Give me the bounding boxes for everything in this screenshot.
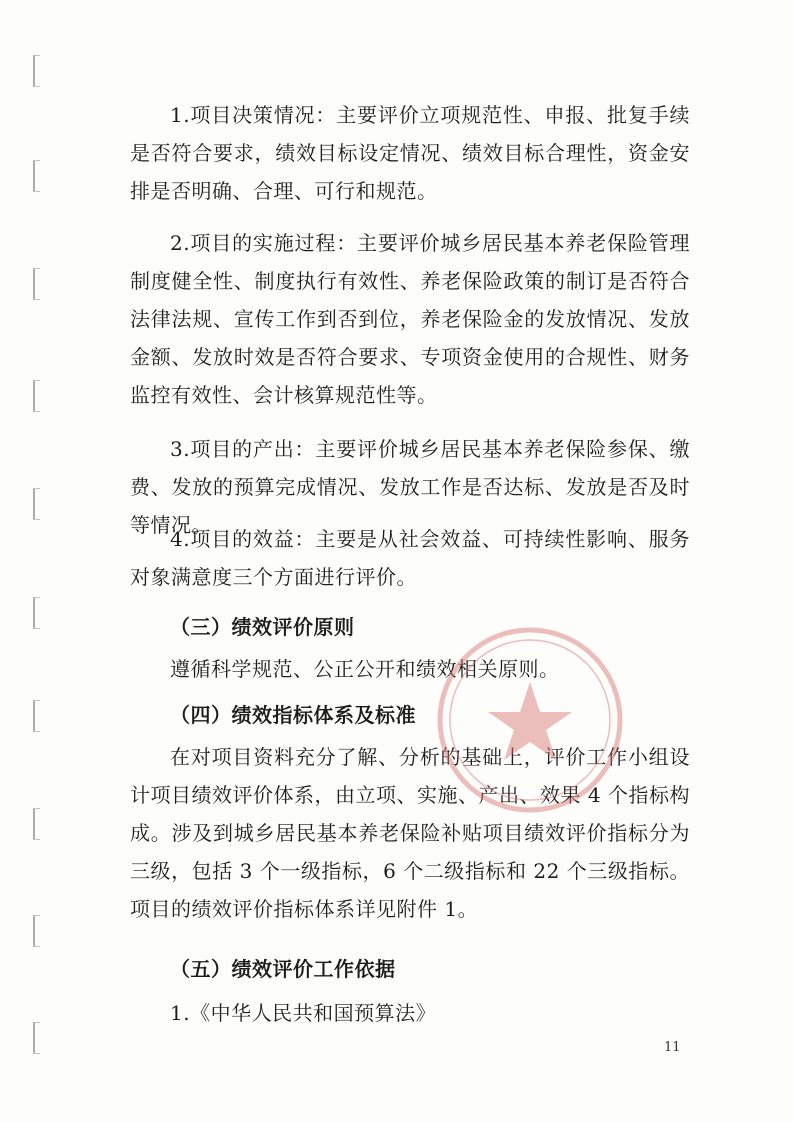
binding-mark — [33, 268, 40, 300]
section-heading-principles: （三）绩效评价原则 — [170, 615, 355, 639]
binding-mark — [33, 597, 40, 629]
binding-mark — [33, 1022, 40, 1054]
paragraph-principles: 遵循科学规范、公正公开和绩效相关原则。 — [170, 657, 560, 681]
section-heading-basis: （五）绩效评价工作依据 — [170, 957, 396, 981]
paragraph-implementation: 2.项目的实施过程：主要评价城乡居民基本养老保险管理制度健全性、制度执行有效性、养老保险政策的制订是否符合法律法规、宣传工作到否到位，养老保险金的发放情况、发放金额、发放时效是否符合要求、专项资金使用的合规性、财务监控有效性、会计核算规范性等。 — [130, 231, 690, 407]
binding-mark — [33, 915, 40, 947]
binding-mark — [33, 488, 40, 520]
binding-mark — [33, 55, 40, 87]
paragraph-basis-item: 1.《中华人民共和国预算法》 — [170, 1001, 437, 1025]
paragraph-benefit: 4.项目的效益：主要是从社会效益、可持续性影响、服务对象满意度三个方面进行评价。 — [130, 527, 690, 589]
binding-mark — [33, 380, 40, 412]
paragraph-decision: 1.项目决策情况：主要评价立项规范性、申报、批复手续是否符合要求，绩效目标设定情况、绩效目标合理性，资金安排是否明确、合理、可行和规范。 — [130, 103, 690, 203]
page-number: 11 — [664, 1040, 681, 1055]
paragraph-output: 3.项目的产出：主要评价城乡居民基本养老保险参保、缴费、发放的预算完成情况、发放工作是否达标、发放是否及时等情况。 — [130, 437, 690, 537]
section-heading-indicators: （四）绩效指标体系及标准 — [170, 703, 416, 727]
binding-mark — [33, 808, 40, 840]
binding-mark — [33, 700, 40, 732]
binding-mark — [33, 160, 40, 192]
paragraph-indicators: 在对项目资料充分了解、分析的基础上，评价工作小组设计项目绩效评价体系，由立项、实施、产出、效果 4 个指标构成。涉及到城乡居民基本养老保险补贴项目绩效评价指标分为三级，包括 3 个一级指标，6 个二级指标和 22 个三级指标。项目的绩效评价指标体系详见附件 1。 — [130, 745, 690, 921]
